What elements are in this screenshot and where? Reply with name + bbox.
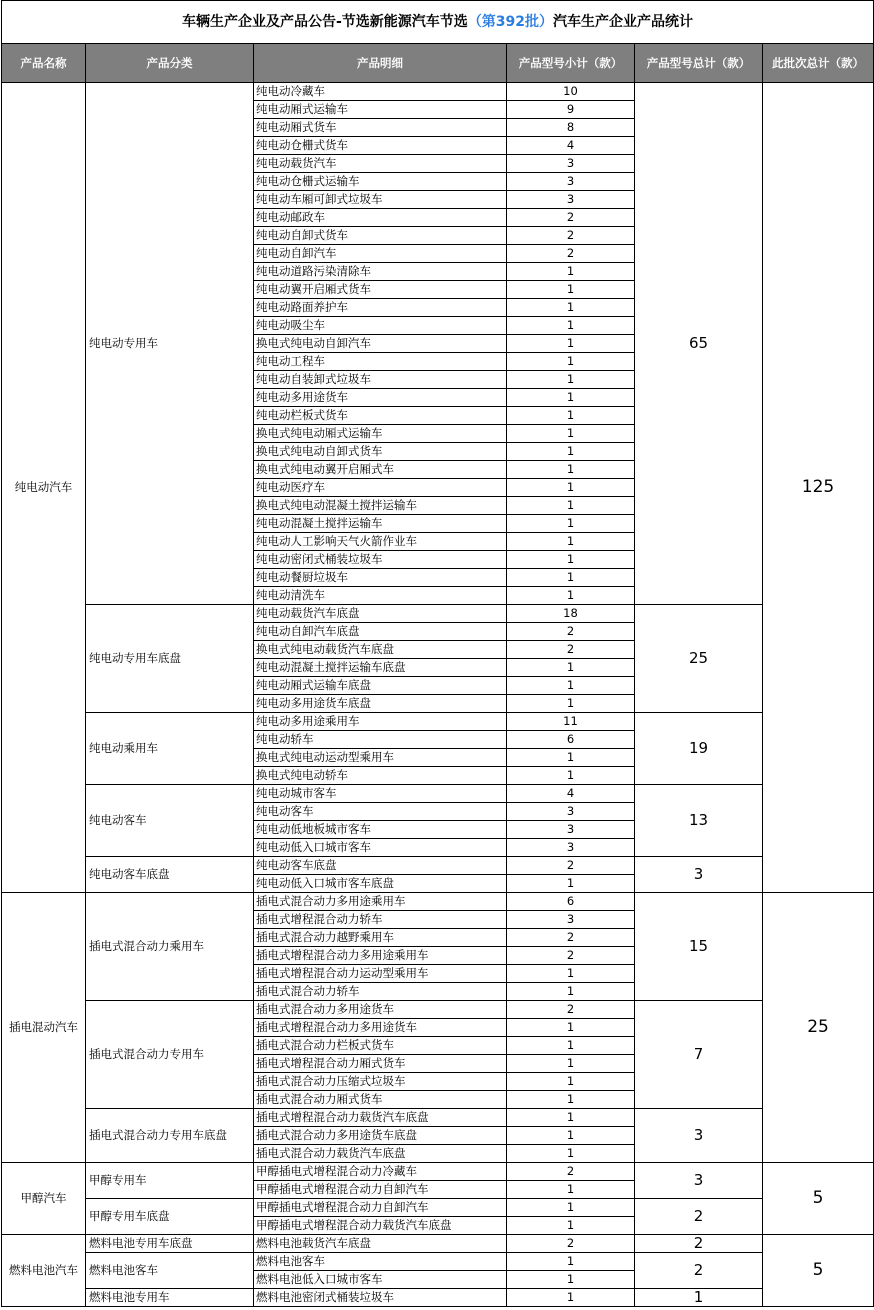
table-row bbox=[2, 893, 874, 911]
product-detail-cell: 纯电动医疗车 bbox=[254, 479, 507, 497]
product-detail-cell: 甲醇插电式增程混合动力载货汽车底盘 bbox=[254, 1217, 507, 1235]
product-detail-cell: 插电式增程混合动力多用途乘用车 bbox=[254, 947, 507, 965]
model-total-cell: 65 bbox=[635, 83, 763, 605]
product-detail-cell: 纯电动栏板式货车 bbox=[254, 407, 507, 425]
product-name-cell: 纯电动汽车 bbox=[2, 83, 86, 893]
product-detail-cell: 纯电动自装卸式垃圾车 bbox=[254, 371, 507, 389]
model-subtotal-cell: 3 bbox=[507, 191, 635, 209]
header-row bbox=[2, 44, 874, 83]
table-row bbox=[2, 1163, 874, 1181]
model-subtotal-cell: 1 bbox=[507, 425, 635, 443]
model-subtotal-cell: 1 bbox=[507, 1037, 635, 1055]
product-detail-cell: 纯电动多用途货车 bbox=[254, 389, 507, 407]
stats-table-container bbox=[1, 0, 873, 1307]
product-detail-cell: 燃料电池载货汽车底盘 bbox=[254, 1235, 507, 1253]
model-subtotal-cell: 6 bbox=[507, 893, 635, 911]
title-highlight: （第392批） bbox=[467, 14, 554, 30]
model-total-cell: 3 bbox=[635, 1109, 763, 1163]
table-row bbox=[2, 713, 874, 731]
model-subtotal-cell: 1 bbox=[507, 587, 635, 605]
product-detail-cell: 插电式混合动力载货汽车底盘 bbox=[254, 1145, 507, 1163]
model-subtotal-cell: 1 bbox=[507, 983, 635, 1001]
model-subtotal-cell: 1 bbox=[507, 551, 635, 569]
model-subtotal-cell: 1 bbox=[507, 299, 635, 317]
product-detail-cell: 甲醇插电式增程混合动力自卸汽车 bbox=[254, 1199, 507, 1217]
model-subtotal-cell: 1 bbox=[507, 1127, 635, 1145]
product-detail-cell: 插电式增程混合动力厢式货车 bbox=[254, 1055, 507, 1073]
product-category-cell: 纯电动客车底盘 bbox=[86, 857, 254, 893]
model-total-cell: 2 bbox=[635, 1235, 763, 1253]
model-subtotal-cell: 1 bbox=[507, 1253, 635, 1271]
model-subtotal-cell: 2 bbox=[507, 1001, 635, 1019]
model-subtotal-cell: 4 bbox=[507, 137, 635, 155]
product-detail-cell: 插电式增程混合动力载货汽车底盘 bbox=[254, 1109, 507, 1127]
product-detail-cell: 纯电动客车 bbox=[254, 803, 507, 821]
model-subtotal-cell: 1 bbox=[507, 317, 635, 335]
product-detail-cell: 纯电动厢式运输车 bbox=[254, 101, 507, 119]
header-product-name: 产品名称 bbox=[2, 44, 86, 83]
model-subtotal-cell: 1 bbox=[507, 497, 635, 515]
product-detail-cell: 插电式混合动力轿车 bbox=[254, 983, 507, 1001]
model-subtotal-cell: 1 bbox=[507, 263, 635, 281]
title-suffix: 汽车生产企业产品统计 bbox=[553, 14, 694, 30]
product-detail-cell: 纯电动城市客车 bbox=[254, 785, 507, 803]
product-detail-cell: 插电式混合动力越野乘用车 bbox=[254, 929, 507, 947]
product-name-cell: 插电混动汽车 bbox=[2, 893, 86, 1163]
batch-total-cell: 5 bbox=[763, 1163, 874, 1235]
product-category-cell: 插电式混合动力乘用车 bbox=[86, 893, 254, 1001]
header-product-detail: 产品明细 bbox=[254, 44, 507, 83]
model-subtotal-cell: 1 bbox=[507, 335, 635, 353]
model-subtotal-cell: 1 bbox=[507, 749, 635, 767]
product-stats-table bbox=[1, 0, 874, 1307]
product-detail-cell: 纯电动自卸汽车 bbox=[254, 245, 507, 263]
model-subtotal-cell: 10 bbox=[507, 83, 635, 101]
model-subtotal-cell: 1 bbox=[507, 1019, 635, 1037]
product-detail-cell: 换电式纯电动轿车 bbox=[254, 767, 507, 785]
model-subtotal-cell: 11 bbox=[507, 713, 635, 731]
product-detail-cell: 纯电动密闭式桶装垃圾车 bbox=[254, 551, 507, 569]
product-detail-cell: 燃料电池低入口城市客车 bbox=[254, 1271, 507, 1289]
product-detail-cell: 换电式纯电动翼开启厢式车 bbox=[254, 461, 507, 479]
product-category-cell: 甲醇专用车底盘 bbox=[86, 1199, 254, 1235]
model-total-cell: 3 bbox=[635, 857, 763, 893]
model-subtotal-cell: 3 bbox=[507, 803, 635, 821]
product-detail-cell: 纯电动多用途货车底盘 bbox=[254, 695, 507, 713]
product-name-cell: 甲醇汽车 bbox=[2, 1163, 86, 1235]
product-detail-cell: 插电式增程混合动力轿车 bbox=[254, 911, 507, 929]
model-subtotal-cell: 9 bbox=[507, 101, 635, 119]
model-subtotal-cell: 1 bbox=[507, 677, 635, 695]
product-detail-cell: 纯电动道路污染清除车 bbox=[254, 263, 507, 281]
model-subtotal-cell: 1 bbox=[507, 1055, 635, 1073]
model-subtotal-cell: 1 bbox=[507, 389, 635, 407]
product-detail-cell: 换电式纯电动自卸式货车 bbox=[254, 443, 507, 461]
model-total-cell: 15 bbox=[635, 893, 763, 1001]
product-detail-cell: 纯电动仓栅式货车 bbox=[254, 137, 507, 155]
product-detail-cell: 换电式纯电动载货汽车底盘 bbox=[254, 641, 507, 659]
product-category-cell: 纯电动乘用车 bbox=[86, 713, 254, 785]
model-subtotal-cell: 2 bbox=[507, 857, 635, 875]
product-detail-cell: 纯电动厢式运输车底盘 bbox=[254, 677, 507, 695]
product-detail-cell: 纯电动载货汽车底盘 bbox=[254, 605, 507, 623]
product-detail-cell: 纯电动载货汽车 bbox=[254, 155, 507, 173]
product-detail-cell: 纯电动冷藏车 bbox=[254, 83, 507, 101]
product-detail-cell: 纯电动混凝土搅拌运输车底盘 bbox=[254, 659, 507, 677]
model-subtotal-cell: 1 bbox=[507, 1181, 635, 1199]
model-subtotal-cell: 1 bbox=[507, 281, 635, 299]
product-detail-cell: 纯电动轿车 bbox=[254, 731, 507, 749]
table-title bbox=[2, 1, 874, 44]
product-name-cell: 燃料电池汽车 bbox=[2, 1235, 86, 1307]
model-subtotal-cell: 1 bbox=[507, 353, 635, 371]
product-category-cell: 纯电动专用车底盘 bbox=[86, 605, 254, 713]
model-subtotal-cell: 1 bbox=[507, 569, 635, 587]
model-subtotal-cell: 1 bbox=[507, 461, 635, 479]
model-subtotal-cell: 1 bbox=[507, 1145, 635, 1163]
model-total-cell: 25 bbox=[635, 605, 763, 713]
header-model-total: 产品型号总计（款） bbox=[635, 44, 763, 83]
model-total-cell: 19 bbox=[635, 713, 763, 785]
product-detail-cell: 插电式增程混合动力运动型乘用车 bbox=[254, 965, 507, 983]
model-subtotal-cell: 1 bbox=[507, 659, 635, 677]
header-product-category: 产品分类 bbox=[86, 44, 254, 83]
model-subtotal-cell: 3 bbox=[507, 173, 635, 191]
product-detail-cell: 纯电动厢式货车 bbox=[254, 119, 507, 137]
product-detail-cell: 纯电动邮政车 bbox=[254, 209, 507, 227]
product-detail-cell: 插电式混合动力多用途乘用车 bbox=[254, 893, 507, 911]
title-prefix: 车辆生产企业及产品公告-节选新能源汽车节选 bbox=[182, 14, 468, 30]
product-detail-cell: 换电式纯电动自卸汽车 bbox=[254, 335, 507, 353]
product-detail-cell: 纯电动翼开启厢式货车 bbox=[254, 281, 507, 299]
model-subtotal-cell: 1 bbox=[507, 1199, 635, 1217]
product-detail-cell: 甲醇插电式增程混合动力冷藏车 bbox=[254, 1163, 507, 1181]
product-category-cell: 甲醇专用车 bbox=[86, 1163, 254, 1199]
model-subtotal-cell: 1 bbox=[507, 1109, 635, 1127]
product-category-cell: 插电式混合动力专用车底盘 bbox=[86, 1109, 254, 1163]
product-detail-cell: 换电式纯电动混凝土搅拌运输车 bbox=[254, 497, 507, 515]
product-detail-cell: 插电式混合动力多用途货车 bbox=[254, 1001, 507, 1019]
table-row bbox=[2, 1235, 874, 1253]
model-subtotal-cell: 2 bbox=[507, 929, 635, 947]
product-detail-cell: 插电式混合动力压缩式垃圾车 bbox=[254, 1073, 507, 1091]
model-subtotal-cell: 1 bbox=[507, 443, 635, 461]
product-detail-cell: 纯电动吸尘车 bbox=[254, 317, 507, 335]
product-detail-cell: 纯电动车厢可卸式垃圾车 bbox=[254, 191, 507, 209]
model-subtotal-cell: 1 bbox=[507, 1271, 635, 1289]
table-row bbox=[2, 785, 874, 803]
model-total-cell: 3 bbox=[635, 1163, 763, 1199]
model-subtotal-cell: 8 bbox=[507, 119, 635, 137]
product-detail-cell: 纯电动人工影响天气火箭作业车 bbox=[254, 533, 507, 551]
product-detail-cell: 纯电动低入口城市客车 bbox=[254, 839, 507, 857]
model-subtotal-cell: 2 bbox=[507, 623, 635, 641]
model-subtotal-cell: 3 bbox=[507, 821, 635, 839]
model-subtotal-cell: 1 bbox=[507, 767, 635, 785]
model-subtotal-cell: 1 bbox=[507, 533, 635, 551]
model-subtotal-cell: 2 bbox=[507, 227, 635, 245]
model-subtotal-cell: 3 bbox=[507, 155, 635, 173]
product-detail-cell: 插电式混合动力厢式货车 bbox=[254, 1091, 507, 1109]
model-subtotal-cell: 1 bbox=[507, 1073, 635, 1091]
model-subtotal-cell: 3 bbox=[507, 839, 635, 857]
product-detail-cell: 纯电动低地板城市客车 bbox=[254, 821, 507, 839]
product-detail-cell: 插电式混合动力多用途货车底盘 bbox=[254, 1127, 507, 1145]
model-total-cell: 2 bbox=[635, 1199, 763, 1235]
model-subtotal-cell: 1 bbox=[507, 695, 635, 713]
product-detail-cell: 纯电动多用途乘用车 bbox=[254, 713, 507, 731]
model-total-cell: 1 bbox=[635, 1289, 763, 1307]
product-category-cell: 燃料电池专用车 bbox=[86, 1289, 254, 1307]
table-row bbox=[2, 1199, 874, 1217]
model-subtotal-cell: 4 bbox=[507, 785, 635, 803]
product-detail-cell: 插电式增程混合动力多用途货车 bbox=[254, 1019, 507, 1037]
product-category-cell: 纯电动专用车 bbox=[86, 83, 254, 605]
model-subtotal-cell: 1 bbox=[507, 1091, 635, 1109]
model-subtotal-cell: 1 bbox=[507, 479, 635, 497]
product-detail-cell: 燃料电池密闭式桶装垃圾车 bbox=[254, 1289, 507, 1307]
table-row bbox=[2, 1001, 874, 1019]
model-subtotal-cell: 2 bbox=[507, 245, 635, 263]
product-detail-cell: 纯电动路面养护车 bbox=[254, 299, 507, 317]
table-row bbox=[2, 1289, 874, 1307]
table-row bbox=[2, 1253, 874, 1271]
product-detail-cell: 纯电动混凝土搅拌运输车 bbox=[254, 515, 507, 533]
model-subtotal-cell: 2 bbox=[507, 1235, 635, 1253]
product-detail-cell: 纯电动清洗车 bbox=[254, 587, 507, 605]
product-category-cell: 纯电动客车 bbox=[86, 785, 254, 857]
model-subtotal-cell: 2 bbox=[507, 1163, 635, 1181]
header-model-subtotal: 产品型号小计（款） bbox=[507, 44, 635, 83]
model-subtotal-cell: 18 bbox=[507, 605, 635, 623]
model-subtotal-cell: 1 bbox=[507, 515, 635, 533]
model-subtotal-cell: 2 bbox=[507, 209, 635, 227]
table-row bbox=[2, 857, 874, 875]
product-detail-cell: 纯电动客车底盘 bbox=[254, 857, 507, 875]
batch-total-cell: 25 bbox=[763, 893, 874, 1163]
table-row bbox=[2, 605, 874, 623]
product-category-cell: 插电式混合动力专用车 bbox=[86, 1001, 254, 1109]
table-row bbox=[2, 1109, 874, 1127]
model-subtotal-cell: 2 bbox=[507, 947, 635, 965]
model-subtotal-cell: 6 bbox=[507, 731, 635, 749]
product-detail-cell: 纯电动仓栅式运输车 bbox=[254, 173, 507, 191]
product-detail-cell: 插电式混合动力栏板式货车 bbox=[254, 1037, 507, 1055]
product-detail-cell: 换电式纯电动厢式运输车 bbox=[254, 425, 507, 443]
product-detail-cell: 纯电动餐厨垃圾车 bbox=[254, 569, 507, 587]
model-subtotal-cell: 1 bbox=[507, 965, 635, 983]
product-detail-cell: 换电式纯电动运动型乘用车 bbox=[254, 749, 507, 767]
header-batch-total: 此批次总计（款） bbox=[763, 44, 874, 83]
model-subtotal-cell: 1 bbox=[507, 1289, 635, 1307]
table-row bbox=[2, 83, 874, 101]
product-detail-cell: 纯电动低入口城市客车底盘 bbox=[254, 875, 507, 893]
product-detail-cell: 纯电动自卸汽车底盘 bbox=[254, 623, 507, 641]
batch-total-cell: 125 bbox=[763, 83, 874, 893]
batch-total-cell: 5 bbox=[763, 1235, 874, 1307]
model-subtotal-cell: 1 bbox=[507, 875, 635, 893]
model-subtotal-cell: 1 bbox=[507, 371, 635, 389]
model-total-cell: 2 bbox=[635, 1253, 763, 1289]
model-total-cell: 13 bbox=[635, 785, 763, 857]
model-subtotal-cell: 1 bbox=[507, 1217, 635, 1235]
model-subtotal-cell: 3 bbox=[507, 911, 635, 929]
product-detail-cell: 甲醇插电式增程混合动力自卸汽车 bbox=[254, 1181, 507, 1199]
product-category-cell: 燃料电池专用车底盘 bbox=[86, 1235, 254, 1253]
model-subtotal-cell: 2 bbox=[507, 641, 635, 659]
model-subtotal-cell: 1 bbox=[507, 407, 635, 425]
product-detail-cell: 纯电动自卸式货车 bbox=[254, 227, 507, 245]
model-total-cell: 7 bbox=[635, 1001, 763, 1109]
product-category-cell: 燃料电池客车 bbox=[86, 1253, 254, 1289]
product-detail-cell: 纯电动工程车 bbox=[254, 353, 507, 371]
product-detail-cell: 燃料电池客车 bbox=[254, 1253, 507, 1271]
